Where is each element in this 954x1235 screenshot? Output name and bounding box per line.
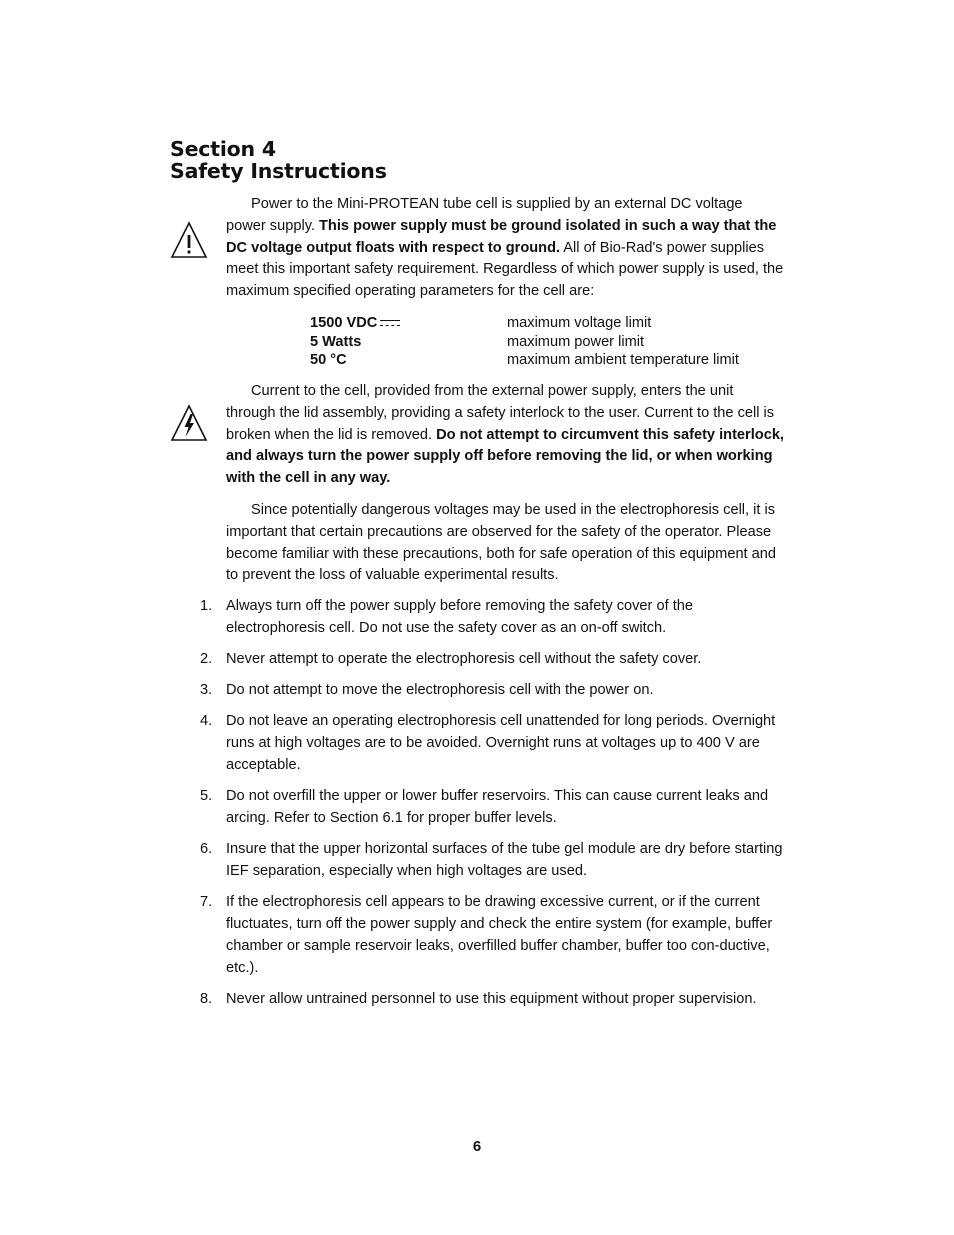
item-text: Always turn off the power supply before removing the safety cover of the electrophoresis cell. Do not use the safety cover as an on-off switch. (226, 598, 693, 636)
interlock-warning: Do not attempt to circumvent this safety interlock, and always turn the power supply off before removing the lid, or when working with the cell in any way. (226, 426, 784, 487)
item-number: 8. (200, 990, 213, 1007)
item-text: If the electrophoresis cell appears to be drawing excessive current, or if the current fluctuates, turn off the power supply and check the entire system (for example, buffer chamber or sample reservoir leaks, overfilled buffer chamber, buffer too con-ductive, etc.). (226, 894, 773, 976)
intro-text-continued: All of Bio-Rad's power supplies meet this important safety requirement. Regardless of which power supply is used, the maximum specified operating parameters for the cell are: (226, 239, 784, 300)
item-text: Do not overfill the upper or lower buffer reservoirs. This can cause current leaks and arcing. Refer to Section 6.1 for proper buffer levels. (226, 788, 769, 826)
precautions-intro-text: Since potentially dangerous voltages may be used in the electrophoresis cell, it is important that certain precautions are observed for the safety of the operator. Please become familiar with these precautions, both for safe operation of this equipment and to prevent the loss of valuable experimental results. (226, 502, 777, 584)
caution-triangle-icon (170, 221, 208, 259)
intro-paragraph (226, 194, 784, 303)
item-number: 4. (200, 713, 213, 730)
section-number: Section 4 (170, 137, 276, 161)
interlock-text: Current to the cell, provided from the external power supply, enters the unit through the lid assembly, providing a safety interlock to the user. Current to the cell is broken when the lid is removed. (226, 383, 775, 443)
list-item (196, 839, 786, 883)
lightning-triangle-icon (170, 404, 208, 442)
item-number: 2. (200, 650, 213, 667)
section-title: Safety Instructions (170, 159, 387, 183)
item-number: 5. (200, 788, 213, 805)
list-item (196, 680, 786, 702)
spec-description: maximum ambient temperature limit (507, 352, 739, 368)
list-item (196, 711, 786, 776)
item-text: Never allow untrained personnel to use this equipment without proper supervision. (226, 990, 757, 1007)
interlock-paragraph (226, 381, 784, 490)
spec-description: maximum power limit (507, 333, 645, 350)
spec-value: 1500 VDC (310, 315, 378, 331)
list-item (196, 786, 786, 830)
item-text: Do not leave an operating electrophoresis cell unattended for long periods. Overnight runs at high voltages are to be avoided. Overnight runs at voltages up to 400 V are acceptable. (226, 713, 776, 773)
item-number: 7. (200, 894, 213, 911)
spec-row (310, 333, 780, 352)
spec-row (310, 314, 780, 333)
list-item (196, 649, 786, 671)
page-number: 6 (472, 1138, 482, 1155)
item-number: 6. (200, 841, 213, 858)
spec-table (310, 314, 780, 370)
list-item (196, 892, 786, 979)
intro-text: Power to the Mini-PROTEAN tube cell is supplied by an external DC voltage power supply. (226, 196, 743, 234)
spec-value: 50 °C (310, 352, 347, 368)
list-item (196, 989, 786, 1011)
precautions-intro (226, 500, 784, 587)
spec-value: 5 Watts (310, 333, 362, 350)
item-number: 3. (200, 682, 213, 699)
spec-description: maximum voltage limit (507, 315, 652, 331)
section-heading (170, 138, 387, 182)
item-text: Do not attempt to move the electrophoresis cell with the power on. (226, 682, 654, 699)
item-text: Never attempt to operate the electrophoresis cell without the safety cover. (226, 650, 702, 667)
intro-warning: This power supply must be ground isolated in such a way that the DC voltage output floats with respect to ground. (226, 217, 777, 256)
item-text: Insure that the upper horizontal surfaces of the tube gel module are dry before starting IEF separation, especially when high voltages are used. (226, 841, 783, 879)
dc-symbol-icon (380, 318, 400, 328)
precautions-list (196, 596, 786, 1020)
spec-row (310, 351, 780, 370)
list-item (196, 596, 786, 640)
item-number: 1. (200, 598, 213, 614)
